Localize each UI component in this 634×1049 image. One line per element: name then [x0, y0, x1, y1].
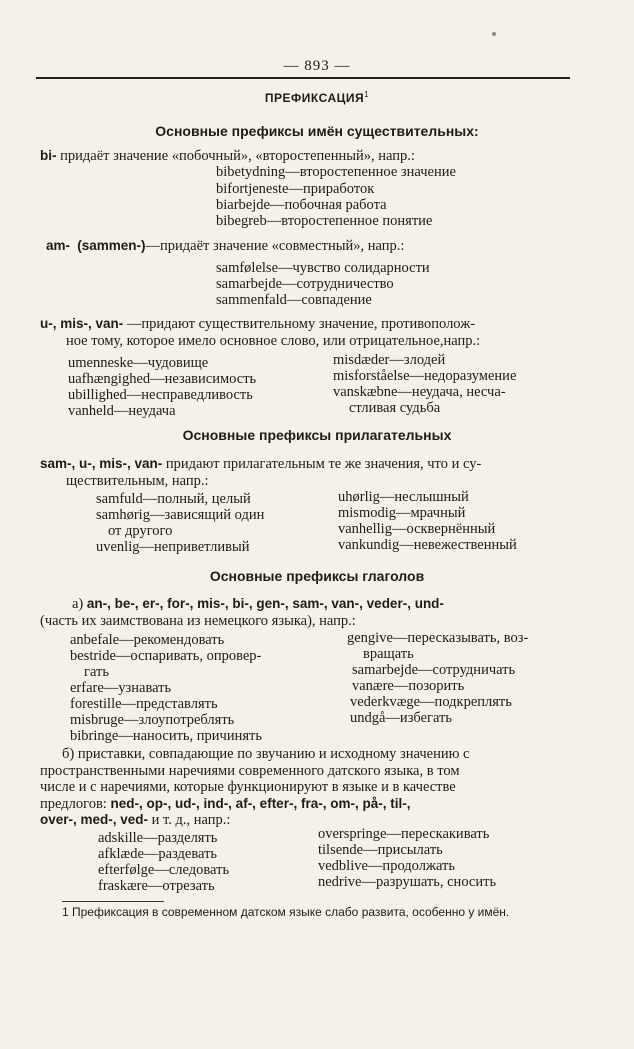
verb-a-left-item: erfare—узнавать — [70, 680, 172, 696]
verb-b-right-item: nedrive—разрушать, сносить — [318, 874, 497, 890]
verb-a-right-item: undgå—избегать — [350, 710, 453, 726]
neg-right-item: стливая судьба — [349, 400, 441, 416]
verb-a-prefixes: an-, be-, er-, for-, mis-, bi-, gen-, sam-, van-, veder-, und- — [86, 596, 444, 611]
footnote-rule — [62, 901, 164, 902]
adj-left-item: samfuld—полный, целый — [96, 491, 251, 507]
verb-b-right-item: tilsende—присылать — [318, 842, 443, 858]
page-number: — 893 — — [283, 58, 351, 74]
verb-a-left-item: bibringe—наносить, причинять — [70, 728, 262, 744]
adj-prefixes: sam-, u-, mis-, van- — [40, 456, 163, 471]
verb-b-post: и т. д., напр.: — [151, 812, 231, 828]
neg-prefixes: u-, mis-, van- — [40, 316, 124, 331]
verb-b-left-item: efterfølge—следовать — [98, 862, 230, 878]
bi-line — [40, 148, 415, 165]
verb-b-prefixes-1: ned-, op-, ud-, ind-, af-, efter-, fra-, om-, på-, til-, — [110, 796, 411, 811]
bi-example: bifortjeneste—приработок — [216, 181, 375, 197]
verb-b-prefixes-2: over-, med-, ved- — [40, 812, 149, 827]
adj-right-item: mismodig—мрачный — [338, 505, 466, 521]
adj-right-item: vankundig—невежественный — [338, 537, 517, 553]
am-example: sammenfald—совпадение — [216, 292, 372, 308]
verb-a-line-2: (часть их заимствована из немецкого языка), напр.: — [40, 613, 356, 629]
verb-a-right-item: vederkvæge—подкреплять — [350, 694, 512, 710]
verb-b-line-2: пространственными наречиями современного датского языка, в том — [40, 763, 460, 779]
verb-b-left-item: afklæde—раздевать — [98, 846, 218, 862]
noun-heading: Основные префиксы имён существительных: — [155, 123, 479, 139]
neg-left-item: vanheld—неудача — [68, 403, 176, 419]
verb-a-right-item: вращать — [363, 646, 414, 662]
verb-a-right-item: samarbejde—сотрудничать — [352, 662, 516, 678]
adj-right-item: vanhellig—осквернённый — [338, 521, 496, 537]
adj-line-2: ществительным, напр.: — [66, 473, 209, 489]
verb-b-right-item: vedblive—продолжать — [318, 858, 455, 874]
am-line — [46, 238, 404, 255]
page-title — [0, 90, 634, 105]
verb-b-left-item: fraskære—отрезать — [98, 878, 215, 894]
verb-b-line-1: б) приставки, совпадающие по звучанию и исходному значению с — [62, 746, 470, 762]
am-example: samarbejde—сотрудничество — [216, 276, 394, 292]
adj-left-item: от другого — [108, 523, 173, 539]
neg-line-1 — [40, 316, 475, 333]
footnote: 1 Префиксация в современном датском языке слабо развита, особенно у имён. — [62, 905, 510, 919]
am-paren: (sammen-) — [77, 238, 146, 253]
adj-right-item: uhørlig—неслышный — [338, 489, 469, 505]
verb-a-right-item: vanære—позорить — [352, 678, 465, 694]
neg-text-1: —придают существительному значение, противополож- — [126, 316, 476, 332]
neg-right-item: vanskæbne—неудача, несча- — [333, 384, 506, 400]
bi-text: придаёт значение «побочный», «второстепенный», напр.: — [60, 148, 415, 164]
adj-heading: Основные префиксы прилагательных — [182, 427, 452, 443]
adj-line-1 — [40, 456, 481, 473]
neg-left-item: umenneske—чудовище — [68, 355, 209, 371]
verb-heading: Основные префиксы глаголов — [209, 568, 425, 584]
adj-left-item: uvenlig—неприветливый — [96, 539, 250, 555]
bi-example: bibegreb—второстепенное понятие — [216, 213, 433, 229]
page-speck — [492, 32, 496, 36]
am-text: —придаёт значение «совместный», напр.: — [145, 238, 405, 254]
verb-b-line-5 — [40, 812, 230, 829]
neg-left-item: ubillighed—несправедливость — [68, 387, 253, 403]
am-prefix: am- — [46, 238, 71, 253]
verb-b-right-item: overspringe—перескакивать — [318, 826, 490, 842]
verb-b-line-3: числе и с наречиями, которые функционируют в языке и в качестве — [40, 779, 456, 795]
verb-a-line-1 — [72, 596, 444, 613]
verb-a-label: а) — [72, 596, 84, 612]
verb-b-left-item: adskille—разделять — [98, 830, 218, 846]
bi-example: bibetydning—второстепенное значение — [216, 164, 456, 180]
adj-text-1: придают прилагательным те же значения, что и су- — [165, 456, 482, 472]
neg-right-item: misdæder—злодей — [333, 352, 446, 368]
verb-b-line-4 — [40, 796, 410, 813]
am-example: samfølelse—чувство солидарности — [216, 260, 430, 276]
verb-a-left-item: anbefale—рекомендовать — [70, 632, 225, 648]
verb-a-left-item: forestille—представлять — [70, 696, 218, 712]
verb-a-right-item: gengive—пересказывать, воз- — [347, 630, 529, 646]
verb-a-left-item: гать — [84, 664, 109, 680]
verb-a-left-item: misbruge—злоупотреблять — [70, 712, 235, 728]
bi-example: biarbejde—побочная работа — [216, 197, 387, 213]
verb-b-pre: предлогов: — [40, 796, 107, 812]
neg-left-item: uafhængighed—независимость — [68, 371, 257, 387]
header-rule — [36, 77, 570, 79]
adj-left-item: samhørig—зависящий один — [96, 507, 265, 523]
title-text: ПРЕФИКСАЦИЯ — [264, 91, 365, 105]
title-footnote-mark: 1 — [364, 90, 370, 99]
neg-line-2: ное тому, которое имело основное слово, или отрицательное,напр.: — [66, 333, 481, 349]
verb-a-left-item: bestride—оспаривать, опровер- — [70, 648, 262, 664]
bi-prefix: bi- — [40, 148, 57, 163]
neg-right-item: misforståelse—недоразумение — [333, 368, 517, 384]
